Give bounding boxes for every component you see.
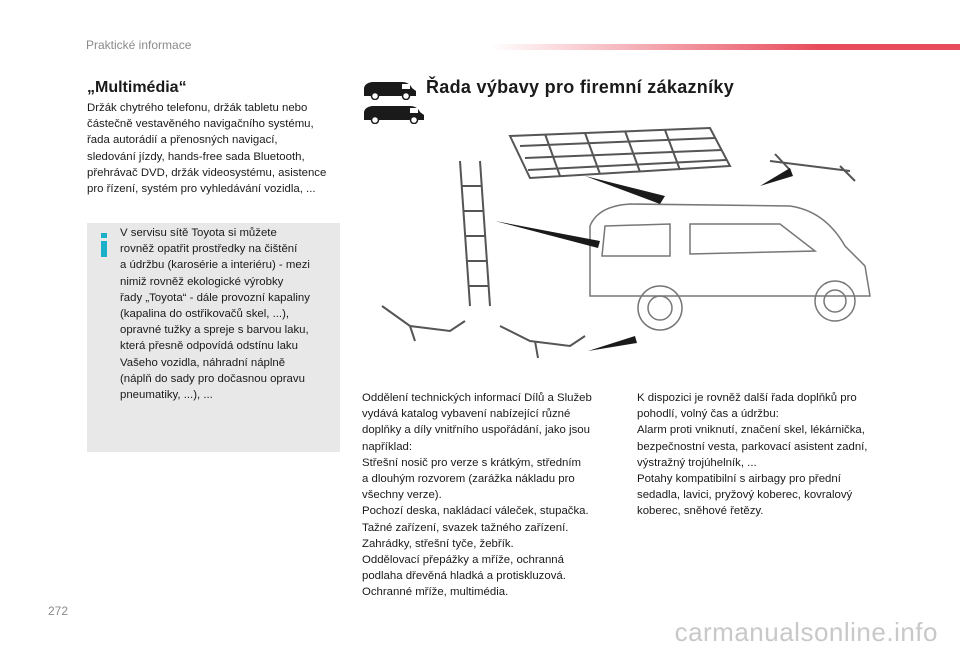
van-drawing (590, 204, 870, 330)
van-icon (362, 80, 418, 105)
business-range-text-col2: K dispozici je rovněž další řada doplňků pro pohodlí, volný čas a údržbu: Alarm proti vniknutí, značení skel, lékárnička, bezpečnostní vesta, parkovací asistent zadní, výstražný trojúhelník, ... Potahy kompatibilní s airbagy pro přední sedadla, lavici, pryžový koberec, kovralový koberec, sněhové řetězy. (637, 392, 868, 518)
business-range-title: Řada výbavy pro firemní zákazníky (426, 77, 735, 97)
accessories-illustration (370, 126, 890, 371)
roof-rack-drawing (510, 128, 730, 178)
header-title: Praktické informace (86, 38, 192, 52)
business-range-text-col1: Oddělení technických informací Dílů a Služeb vydává katalog vybavení nabízející různé doplňky a díly vnitřního uspořádání, jako jsou například: Střešní nosič pro verze s krátkým, středním a dlouhým rozvorem (zarážka nákladu pro všechny verze). Pochozí deska, nakládací váleček, stupačka. Tažné zařízení, svazek tažného zařízení. Zahrádky, střešní tyče, žebřík. Oddělovací přepážky a mříže, ochranná podlaha dřevěná hladká a protiskluzová. Ochranné mříže, multimédia. (362, 392, 592, 599)
watermark: carmanualsonline.info (674, 617, 938, 647)
page-number: 272 (48, 604, 69, 618)
ladder-drawing (460, 161, 490, 306)
header-accent-line (490, 44, 960, 50)
towbar-drawing (382, 306, 585, 358)
info-icon (97, 233, 111, 257)
info-box (87, 223, 340, 452)
multimedia-text: Držák chytrého telefonu, držák tabletu nebo částečně vestavěného navigačního systému, řada autorádií a přenosných navigací, sledování jízdy, hands-free sada Bluetooth, přehrávač DVD, držák videosystému, asistence pro řízení, systém pro vyhledávání vozidla, ... (87, 102, 327, 196)
multimedia-title: „Multimédia“ (87, 79, 187, 96)
info-text: V servisu sítě Toyota si můžete rovněž opatřit prostředky na čištění a údržbu (karosérie a interiéru) - mezi nimiž rovněž ekologické výrobky řady „Toyota“ - dále provozní kapaliny (kapalina do ostřikovačů skel, ...), opravné tužky a spreje s barvou laku, která přesně odpovídá odstínu laku Vašeho vozidla, náhradní náplně (náplň do sady pro dočasnou opravu pneumatiky, ...), ... (120, 227, 310, 402)
